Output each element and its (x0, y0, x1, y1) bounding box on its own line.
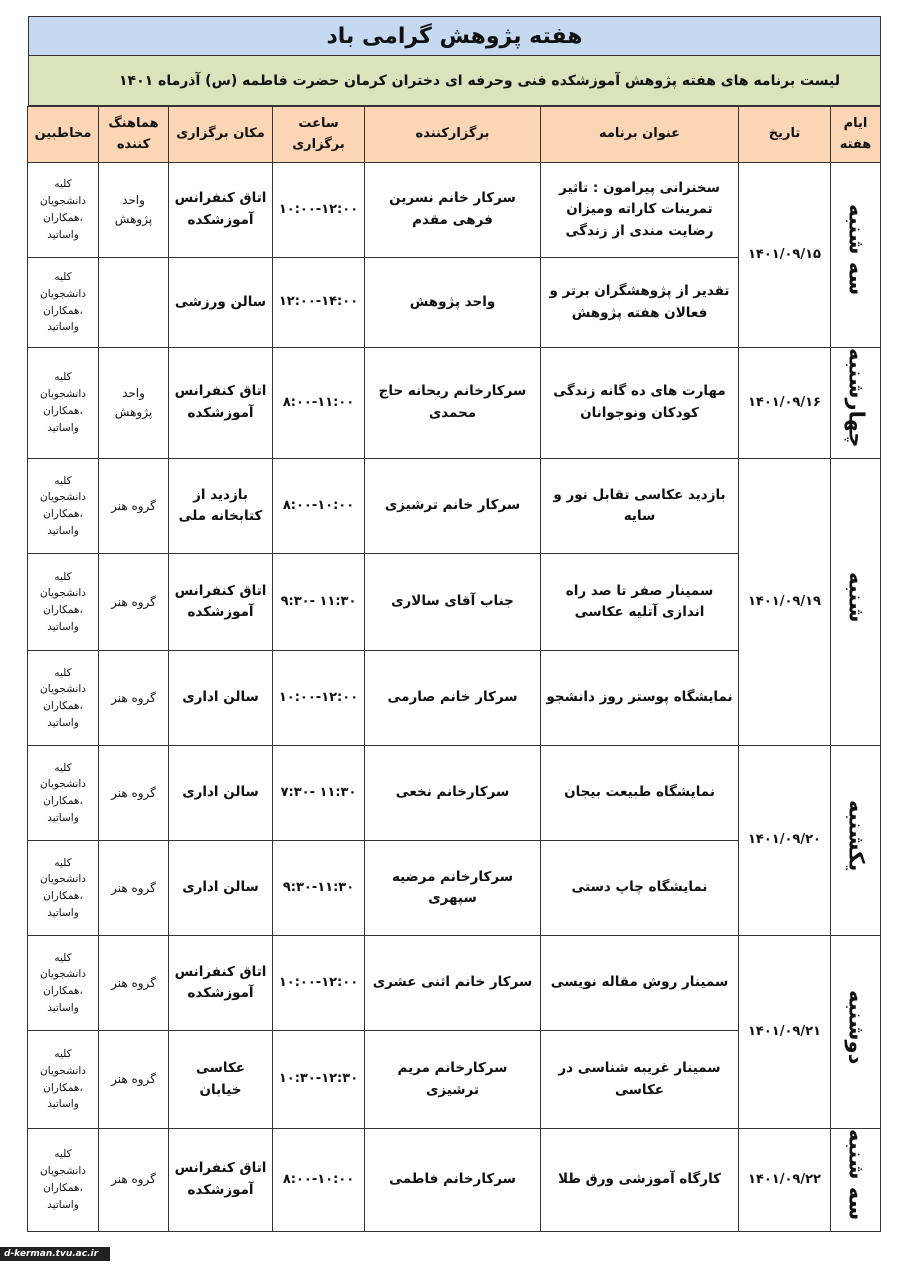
event-coordinator-cell: گروه هنر (99, 459, 169, 554)
event-time-cell: ۷:۳۰- ۱۱:۳۰ (273, 746, 365, 841)
event-audience-cell: کلیه دانشجویان ،همکاران واساتید (28, 163, 99, 258)
event-audience-cell: کلیه دانشجویان ،همکاران واساتید (28, 258, 99, 348)
day-label: دوشنبه (844, 989, 869, 1064)
header-time: ساعت برگزاری (273, 107, 365, 163)
day-label: سه شنبه (844, 1129, 869, 1221)
date-cell: ۱۴۰۱/۰۹/۲۰ (739, 746, 831, 936)
date-cell: ۱۴۰۱/۰۹/۱۹ (739, 459, 831, 746)
day-cell (831, 746, 881, 936)
day-label: شنبه (844, 571, 869, 623)
event-audience-cell: کلیه دانشجویان ،همکاران واساتید (28, 554, 99, 651)
event-title-cell: تقدیر از پژوهشگران برتر و فعالان هفته پژوهش (541, 258, 739, 348)
event-title-cell: سمینار غریبه شناسی در عکاسی (541, 1031, 739, 1129)
event-time-cell: ۸:۰۰-۱۰:۰۰ (273, 1129, 365, 1232)
page-title: هفته پژوهش گرامی باد (28, 16, 881, 56)
event-audience-cell: کلیه دانشجویان ،همکاران واساتید (28, 746, 99, 841)
date-cell: ۱۴۰۱/۰۹/۱۵ (739, 163, 831, 348)
event-place-cell: اتاق کنفرانس آموزشکده (169, 348, 273, 459)
event-time-cell: ۹:۳۰- ۱۱:۳۰ (273, 554, 365, 651)
event-place-cell: سالن اداری (169, 841, 273, 936)
table-row (28, 1129, 881, 1232)
event-title-cell: بازدید عکاسی تقابل نور و سایه (541, 459, 739, 554)
event-audience-cell: کلیه دانشجویان ،همکاران واساتید (28, 651, 99, 746)
event-place-cell: عکاسی خیابان (169, 1031, 273, 1129)
header-host: برگزارکننده (365, 107, 541, 163)
event-audience-cell: کلیه دانشجویان ،همکاران واساتید (28, 841, 99, 936)
day-label: یکشنبه (844, 799, 869, 871)
schedule-body (28, 163, 881, 1232)
header-day: ایام هفته (831, 107, 881, 163)
event-coordinator-cell: واحد پژوهش (99, 348, 169, 459)
day-cell (831, 1129, 881, 1232)
table-header-row (28, 107, 881, 163)
event-title-cell: کارگاه آموزشی ورق طلا (541, 1129, 739, 1232)
event-coordinator-cell: گروه هنر (99, 651, 169, 746)
event-host-cell: واحد پژوهش (365, 258, 541, 348)
event-title-cell: مهارت های ده گانه زندگی کودکان ونوجوانان (541, 348, 739, 459)
event-audience-cell: کلیه دانشجویان ،همکاران واساتید (28, 1031, 99, 1129)
event-host-cell: سرکار خانم اثنی عشری (365, 936, 541, 1031)
event-coordinator-cell: واحد پژوهش (99, 163, 169, 258)
table-row (28, 163, 881, 258)
day-cell (831, 936, 881, 1129)
event-coordinator-cell: گروه هنر (99, 936, 169, 1031)
page-subtitle: لیست برنامه های هفته پژوهش آموزشکده فنی وحرفه ای دختران کرمان حضرت فاطمه (س) آذرماه ۱۴۰۱ (28, 56, 881, 106)
header-coordinator: هماهنگ کننده (99, 107, 169, 163)
event-host-cell: سرکارخانم مریم ترشیزی (365, 1031, 541, 1129)
event-place-cell: اتاق کنفرانس آموزشکده (169, 1129, 273, 1232)
event-host-cell: سرکارخانم مرضیه سپهری (365, 841, 541, 936)
event-audience-cell: کلیه دانشجویان ،همکاران واساتید (28, 459, 99, 554)
day-label: چهارشنبه (844, 348, 869, 448)
event-place-cell: سالن اداری (169, 746, 273, 841)
event-place-cell: سالن ورزشی (169, 258, 273, 348)
event-host-cell: سرکار خانم صارمی (365, 651, 541, 746)
schedule-sheet (28, 16, 881, 1232)
event-coordinator-cell: گروه هنر (99, 1129, 169, 1232)
event-coordinator-cell: گروه هنر (99, 841, 169, 936)
site-url: d-kerman.tvu.ac.ir (0, 1247, 110, 1261)
date-cell: ۱۴۰۱/۰۹/۱۶ (739, 348, 831, 459)
day-cell (831, 348, 881, 459)
day-cell (831, 163, 881, 348)
event-time-cell: ۸:۰۰-۱۱:۰۰ (273, 348, 365, 459)
event-time-cell: ۱۰:۳۰-۱۲:۳۰ (273, 1031, 365, 1129)
schedule-table (27, 106, 881, 1232)
event-place-cell: سالن اداری (169, 651, 273, 746)
event-place-cell: اتاق کنفرانس آموزشکده (169, 554, 273, 651)
event-host-cell: سرکارخانم نخعی (365, 746, 541, 841)
event-audience-cell: کلیه دانشجویان ،همکاران واساتید (28, 1129, 99, 1232)
event-coordinator-cell: گروه هنر (99, 1031, 169, 1129)
table-row (28, 936, 881, 1031)
day-label: سه شنبه (844, 204, 869, 296)
day-cell (831, 459, 881, 746)
table-row (28, 746, 881, 841)
event-title-cell: نمایشگاه پوستر روز دانشجو (541, 651, 739, 746)
header-place: مکان برگزاری (169, 107, 273, 163)
event-title-cell: نمایشگاه چاپ دستی (541, 841, 739, 936)
event-time-cell: ۱۲:۰۰-۱۴:۰۰ (273, 258, 365, 348)
table-row (28, 459, 881, 554)
event-time-cell: ۸:۰۰-۱۰:۰۰ (273, 459, 365, 554)
event-host-cell: سرکارخانم ریحانه حاج محمدی (365, 348, 541, 459)
event-title-cell: نمایشگاه طبیعت بیجان (541, 746, 739, 841)
event-audience-cell: کلیه دانشجویان ،همکاران واساتید (28, 936, 99, 1031)
event-place-cell: اتاق کنفرانس آموزشکده (169, 936, 273, 1031)
header-title: عنوان برنامه (541, 107, 739, 163)
event-host-cell: جناب آقای سالاری (365, 554, 541, 651)
event-time-cell: ۱۰:۰۰-۱۲:۰۰ (273, 651, 365, 746)
event-host-cell: سرکار خانم ترشیزی (365, 459, 541, 554)
header-date: تاریخ (739, 107, 831, 163)
event-title-cell: سمینار صفر تا صد راه اندازی آتلیه عکاسی (541, 554, 739, 651)
event-place-cell: بازدید از کتابخانه ملی (169, 459, 273, 554)
event-time-cell: ۱۰:۰۰-۱۲:۰۰ (273, 163, 365, 258)
event-coordinator-cell: گروه هنر (99, 746, 169, 841)
event-audience-cell: کلیه دانشجویان ،همکاران واساتید (28, 348, 99, 459)
event-title-cell: سمینار روش مقاله نویسی (541, 936, 739, 1031)
event-title-cell: سخنرانی پیرامون : تاثیر تمرینات کاراته ومیزان رضایت مندی از زندگی (541, 163, 739, 258)
event-place-cell: اتاق کنفرانس آموزشکده (169, 163, 273, 258)
event-host-cell: سرکار خانم نسرین فرهی مقدم (365, 163, 541, 258)
table-row (28, 348, 881, 459)
event-host-cell: سرکارخانم فاطمی (365, 1129, 541, 1232)
date-cell: ۱۴۰۱/۰۹/۲۲ (739, 1129, 831, 1232)
date-cell: ۱۴۰۱/۰۹/۲۱ (739, 936, 831, 1129)
event-time-cell: ۹:۳۰-۱۱:۳۰ (273, 841, 365, 936)
event-time-cell: ۱۰:۰۰-۱۲:۰۰ (273, 936, 365, 1031)
header-audience: مخاطبین (28, 107, 99, 163)
event-coordinator-cell: گروه هنر (99, 554, 169, 651)
event-coordinator-cell (99, 258, 169, 348)
